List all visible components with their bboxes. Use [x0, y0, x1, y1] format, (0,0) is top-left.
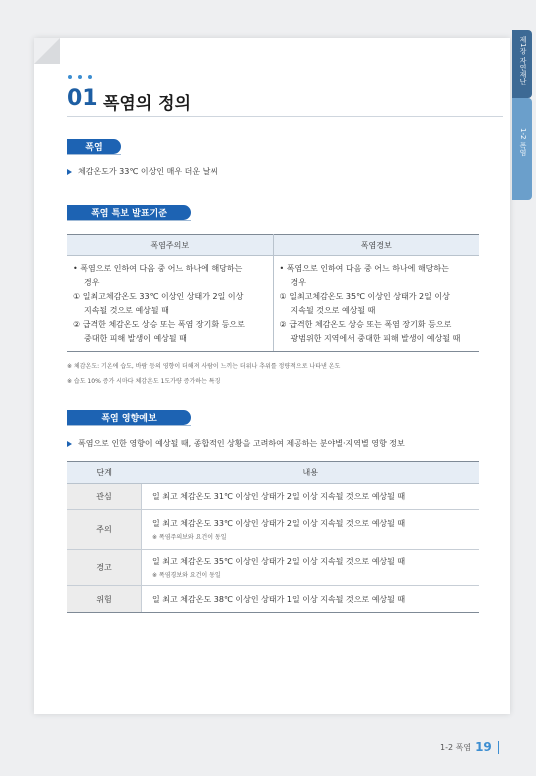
- stage-cell: 관심: [67, 484, 142, 510]
- footnote-humidity: ※ 습도 10% 증가 시마다 체감온도 1도가량 증가하는 특징: [67, 378, 221, 385]
- page-number: 19: [475, 740, 492, 754]
- content-note: ※ 폭염주의보와 요건이 동일: [152, 534, 227, 541]
- definition-bullet: [67, 166, 218, 177]
- side-tab-chapter[interactable]: [512, 30, 532, 98]
- definition-text: 체감온도가 33℃ 이상인 매우 더운 날씨: [78, 167, 219, 176]
- impact-forecast-table: [67, 461, 479, 613]
- content-cell: [142, 510, 480, 550]
- arrow-right-icon: [67, 169, 72, 175]
- arrow-right-icon: [67, 441, 72, 447]
- table-row: [67, 484, 479, 510]
- criteria-item-2-cont: 광범위한 지역에서 중대한 피해 발생이 예상될 때: [290, 334, 461, 343]
- table-row: [67, 586, 479, 613]
- content-cell: [142, 550, 480, 586]
- title-divider: [67, 116, 503, 117]
- content-cell: 일 최고 체감온도 38℃ 이상인 상태가 1일 이상 지속될 것으로 예상될 때: [142, 586, 480, 613]
- section-label-impact-forecast: 폭염 영향예보: [67, 410, 191, 425]
- criteria-intro: • 폭염으로 인하여 다음 중 어느 하나에 해당하는: [279, 264, 449, 273]
- section-label-underline: [67, 425, 191, 426]
- table-row: [67, 550, 479, 586]
- table-header-stage: 단계: [67, 462, 142, 484]
- footnote-apparent-temp: ※ 체감온도: 기온에 습도, 바람 등의 영향이 더해져 사람이 느끼는 더위나 추위를 정량적으로 나타낸 온도: [67, 363, 341, 370]
- side-tab-section-label: 1-2 폭염: [519, 128, 527, 156]
- criteria-intro-cont: 경우: [290, 278, 306, 287]
- criteria-item-2: ② 급격한 체감온도 상승 또는 폭염 장기화 등으로: [73, 320, 245, 329]
- criteria-item-2-cont: 중대한 피해 발생이 예상될 때: [84, 334, 187, 343]
- table-header-warning: 폭염경보: [273, 235, 479, 256]
- table-header-content: 내용: [142, 462, 480, 484]
- warning-criteria-table: [67, 234, 479, 352]
- content-text: 일 최고 체감온도 33℃ 이상인 상태가 2일 이상 지속될 것으로 예상될 때: [152, 519, 406, 528]
- content-cell: 일 최고 체감온도 31℃ 이상인 상태가 2일 이상 지속될 것으로 예상될 때: [142, 484, 480, 510]
- side-tab-section[interactable]: [512, 98, 532, 200]
- page-title: 폭염의 정의: [103, 94, 192, 114]
- content-text: 일 최고 체감온도 35℃ 이상인 상태가 2일 이상 지속될 것으로 예상될 때: [152, 557, 406, 566]
- section-label-warning-criteria: 폭염 특보 발표기준: [67, 205, 191, 220]
- section-label-underline: [67, 154, 121, 155]
- section-label-underline: [67, 220, 191, 221]
- footer-bar: [498, 741, 499, 754]
- criteria-item-2: ② 급격한 체감온도 상승 또는 폭염 장기화 등으로: [279, 320, 452, 329]
- content-note: ※ 폭염경보와 요건이 동일: [152, 572, 221, 579]
- criteria-item-1-cont: 지속될 것으로 예상될 때: [290, 306, 376, 315]
- criteria-item-1-cont: 지속될 것으로 예상될 때: [84, 306, 169, 315]
- footer-section: 1-2 폭염: [440, 742, 472, 752]
- stage-cell: 경고: [67, 550, 142, 586]
- criteria-item-1: ① 일최고체감온도 33℃ 이상인 상태가 2일 이상: [73, 292, 244, 301]
- criteria-intro: • 폭염으로 인하여 다음 중 어느 하나에 해당하는: [73, 264, 243, 273]
- advisory-criteria-cell: [67, 256, 273, 352]
- section-label-heatwave: 폭염: [67, 139, 121, 154]
- criteria-item-1: ① 일최고체감온도 35℃ 이상인 상태가 2일 이상: [279, 292, 450, 301]
- impact-forecast-bullet: [67, 438, 405, 449]
- warning-criteria-cell: [273, 256, 479, 352]
- page-corner-fold: [34, 38, 60, 64]
- table-row: [67, 510, 479, 550]
- stage-cell: 위험: [67, 586, 142, 613]
- criteria-intro-cont: 경우: [84, 278, 100, 287]
- section-number: 01: [67, 86, 98, 111]
- table-header-advisory: 폭염주의보: [67, 235, 273, 256]
- page-footer: [440, 740, 499, 754]
- impact-forecast-text: 폭염으로 인한 영향이 예상될 때, 종합적인 상황을 고려하여 제공하는 분야별·지역별 영향 정보: [78, 439, 405, 448]
- stage-cell: 주의: [67, 510, 142, 550]
- side-tab-chapter-label: 제1장 자연재난: [519, 36, 527, 85]
- title-dots-decoration: [68, 75, 92, 79]
